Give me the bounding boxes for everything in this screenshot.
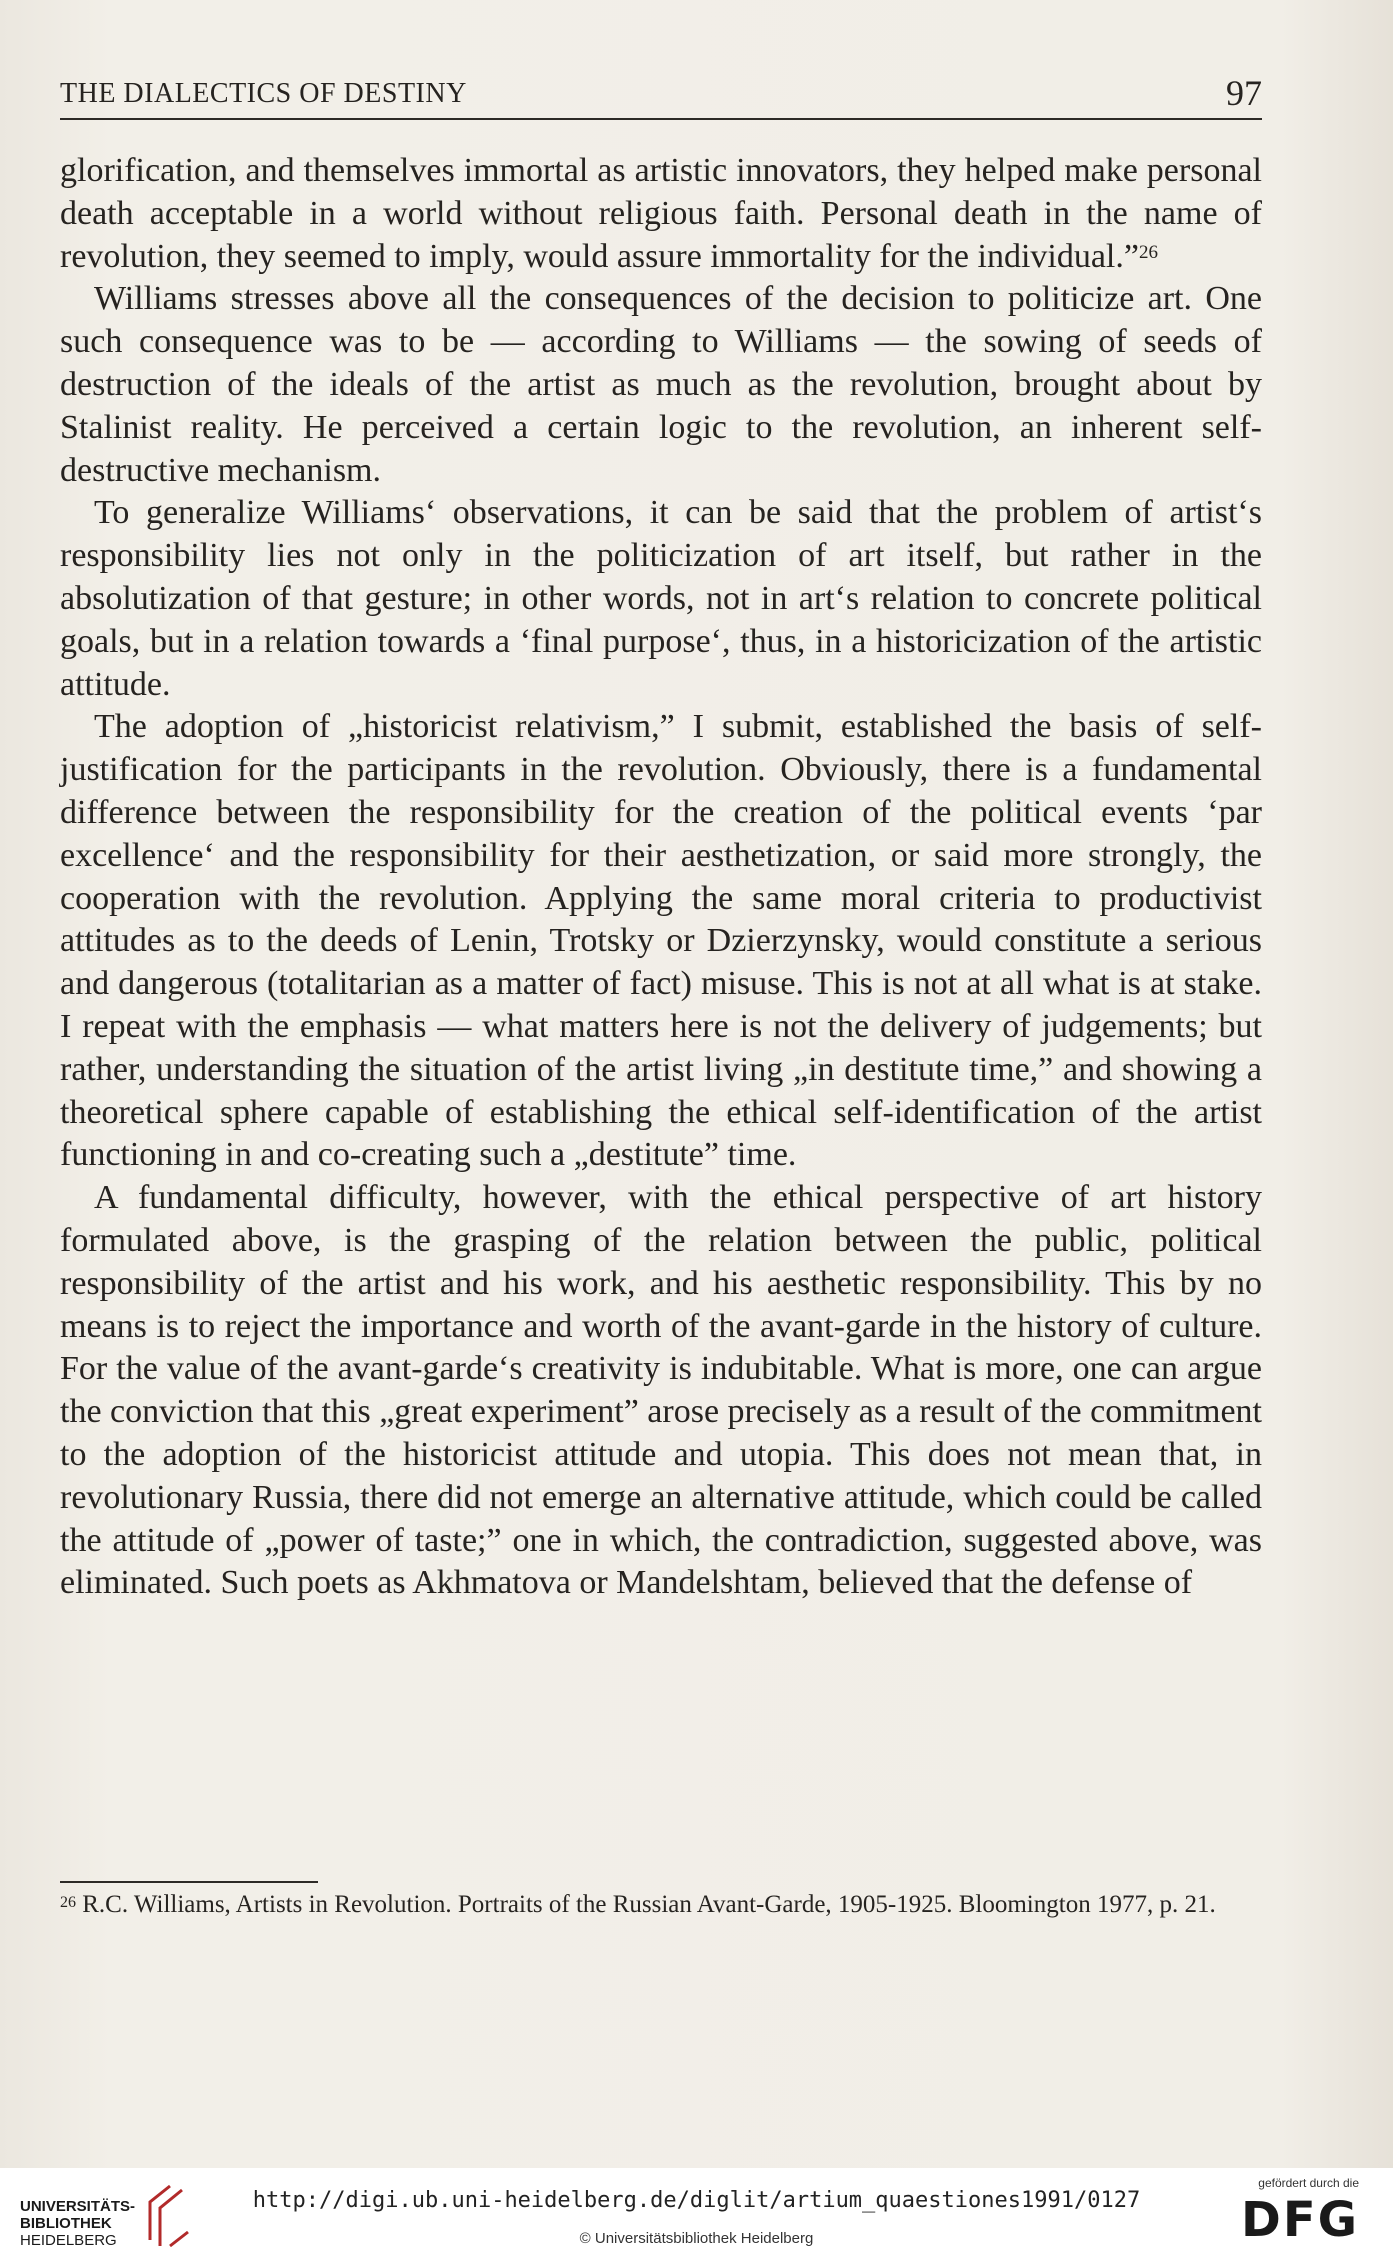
paragraph: To generalize Williams‘ observations, it can be said that the problem of artist‘s responsibility lies not only in the politicization of art itself, but rather in the absolutization of that gesture; in other words, not in art‘s relation to concrete political goals, but in a relation towards a ‘final purpose‘, thus, in a historicization of the artistic attitude.	[60, 494, 1262, 703]
footnote-divider	[60, 1881, 318, 1883]
paragraph: Williams stresses above all the consequences of the decision to politicize art. One such consequence was to be — according to Williams — the sowing of seeds of destruction of the ideals of the artist as much as the revolution, brought about by Stalinist reality. He perceived a certain logic to the revolution, an inherent self-destructive mechanism.	[60, 280, 1262, 489]
running-header	[60, 72, 1262, 120]
footnote-number: 26	[60, 1894, 76, 1911]
body-text	[60, 150, 1262, 1605]
footnote-reference[interactable]: 26	[1138, 241, 1158, 263]
page-number: 97	[1226, 73, 1262, 113]
paragraph	[60, 150, 1262, 278]
funded-by-label: gefördert durch die	[1258, 2176, 1359, 2190]
paragraph-text: glorification, and themselves immortal as artistic innovators, they helped make personal death acceptable in a world without religious faith. Personal death in the name of revolution, they seemed to imply, would assure immortality for the individual.”	[60, 152, 1262, 275]
paragraph: The adoption of „historicist relativism,” I submit, established the basis of self-justification for the participants in the revolution. Obviously, there is a fundamental difference between the responsibility for the creation of the political events ‘par excellence‘ and the responsibility for their aesthetization, or said more strongly, the cooperation with the revolution. Applying the same moral criteria to productivist attitudes as to the deeds of Lenin, Trotsky or Dzierzynsky, would constitute a serious and dangerous (totalitarian as a matter of fact) misuse. This is not at all what is at stake. I repeat with the emphasis — what matters here is not the delivery of judgements; but rather, understanding the situation of the artist living „in destitute time,” and showing a theoretical sphere capable of establishing the ethical self-identification of the artist functioning in and co-creating such a „destitute” time.	[60, 708, 1262, 1174]
running-title: THE DIALECTICS OF DESTINY	[60, 78, 467, 109]
copyright-notice: © Universitätsbibliothek Heidelberg	[579, 2230, 814, 2247]
library-line: BIBLIOTHEK	[20, 2215, 112, 2232]
library-line: HEIDELBERG	[20, 2232, 117, 2249]
footnote	[60, 1889, 1262, 1920]
digitization-footer	[0, 2168, 1393, 2261]
library-line: UNIVERSITÄTS-	[20, 2198, 136, 2215]
source-url[interactable]: http://digi.ub.uni-heidelberg.de/diglit/artium_quaestiones1991/0127	[252, 2188, 1141, 2213]
dfg-logo: DFG	[1240, 2192, 1359, 2248]
footnote-text: R.C. Williams, Artists in Revolution. Portraits of the Russian Avant-Garde, 1905-1925. Bloomington 1977, p. 21.	[82, 1891, 1216, 1918]
paragraph: A fundamental difficulty, however, with the ethical perspective of art history formulated above, is the grasping of the relation between the public, political responsibility of the artist and his work, and his aesthetic responsibility. This by no means is to reject the importance and worth of the avant-garde in the history of culture. For the value of the avant-garde‘s creativity is indubitable. What is more, one can argue the conviction that this „great experiment” arose precisely as a result of the commitment to the adoption of the historicist attitude and utopia. This does not mean that, in revolutionary Russia, there did not emerge an alternative attitude, which could be called the attitude of „power of taste;” one in which, the contradiction, suggested above, was eliminated. Such poets as Akhmatova or Mandelshtam, believed that the defense of	[60, 1179, 1262, 1602]
